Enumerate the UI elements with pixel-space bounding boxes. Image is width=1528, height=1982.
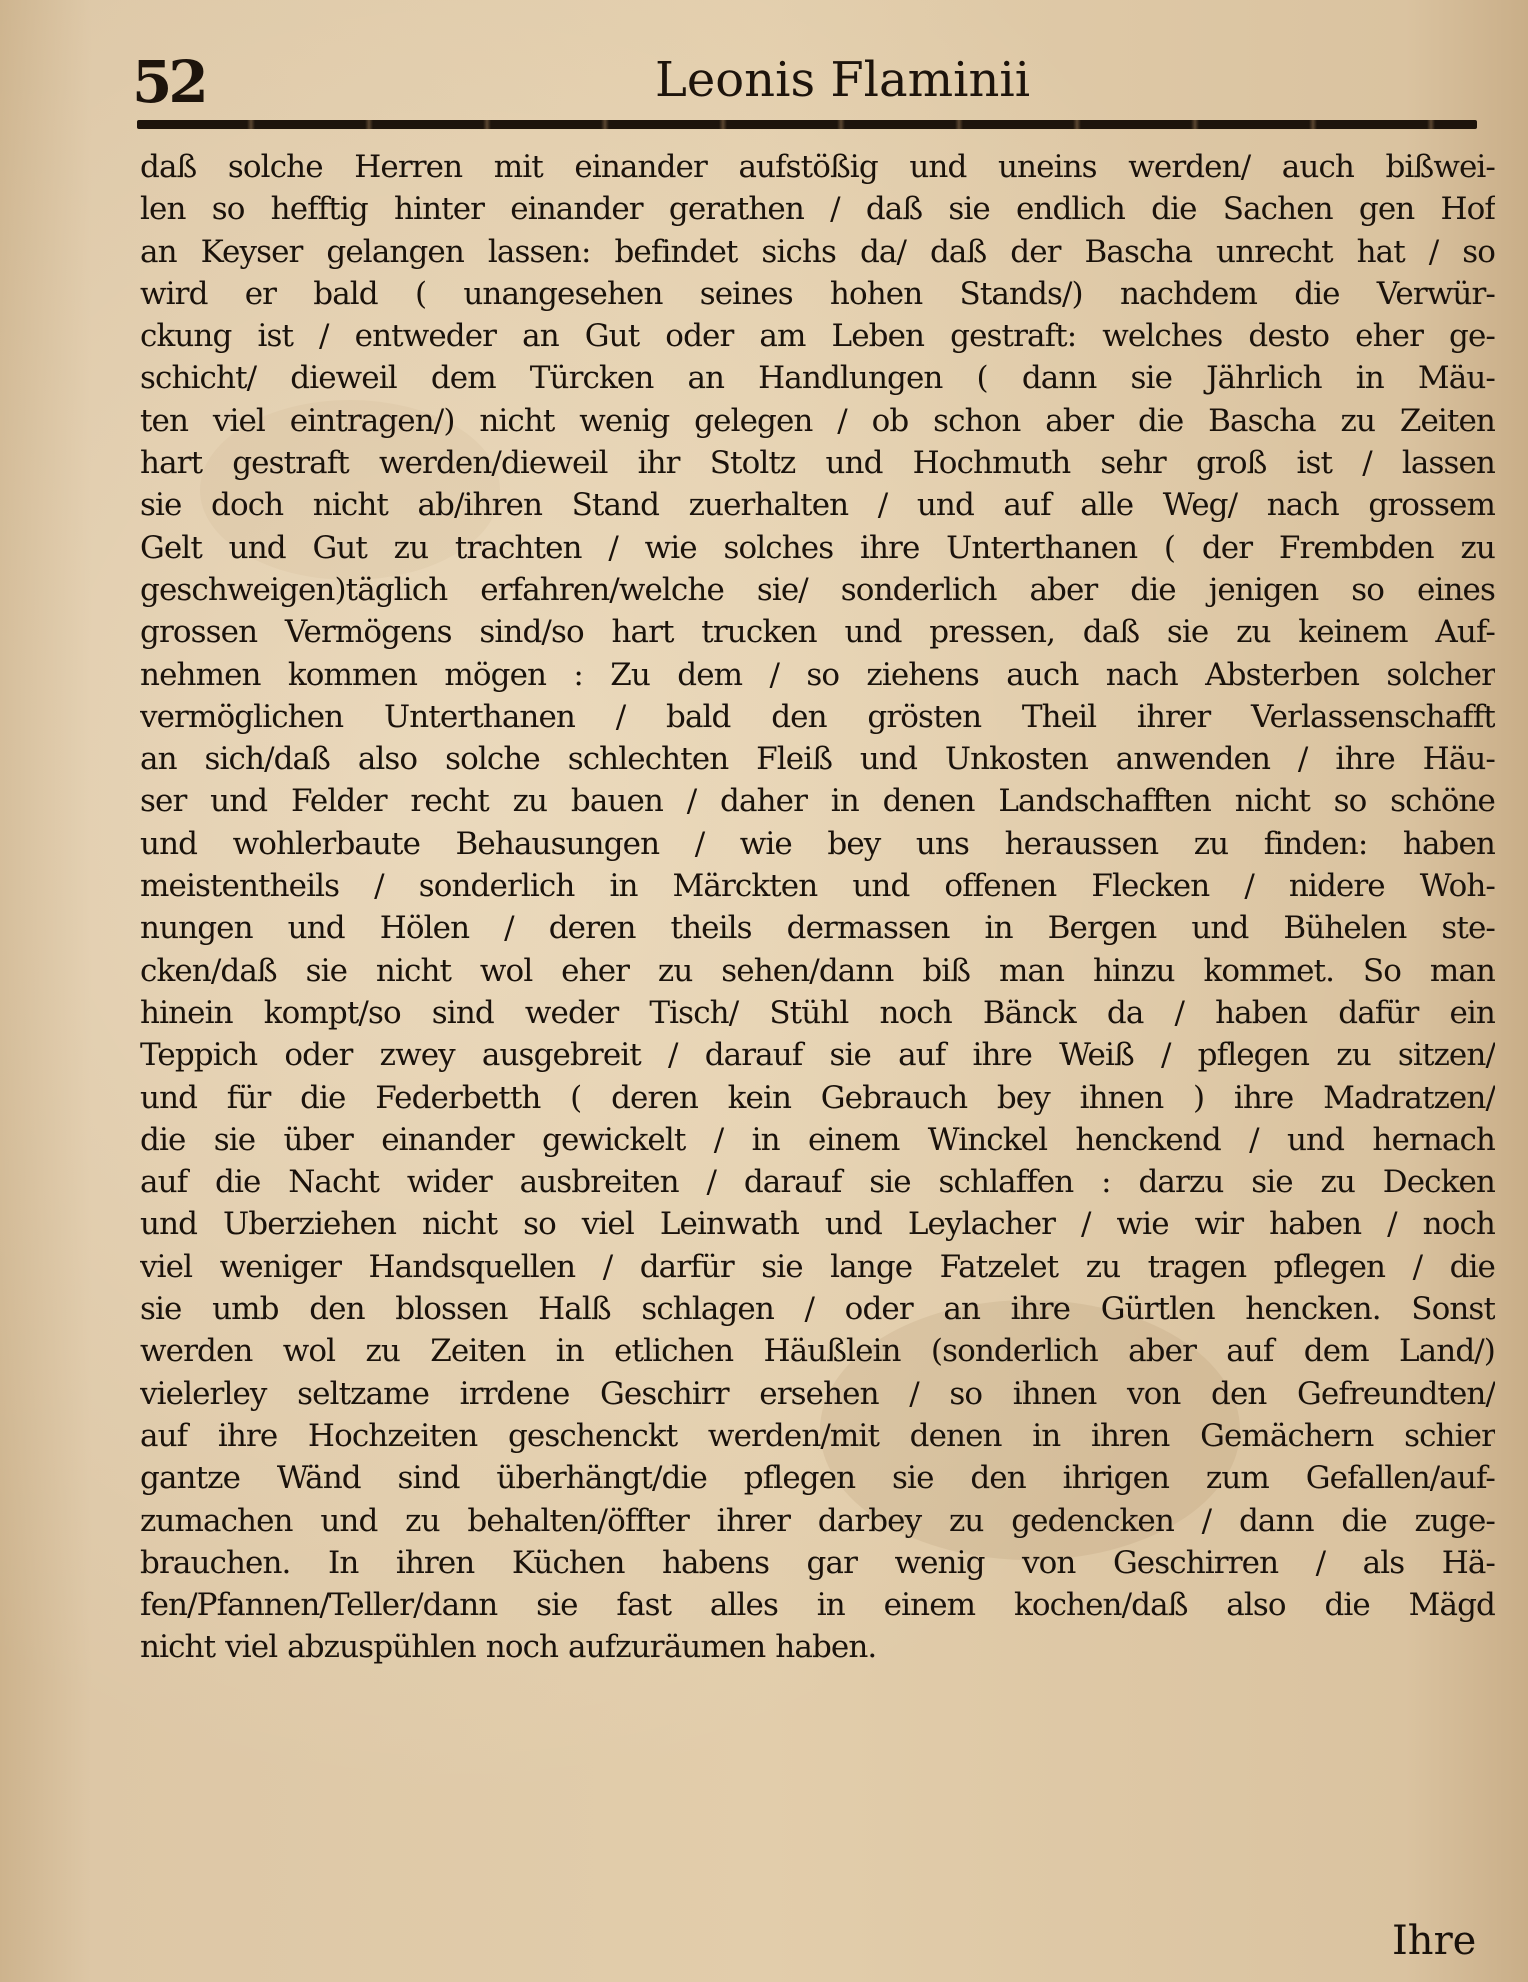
text-line: werden wol zu Zeiten in etlichen Häußlein (sonderlich aber auf dem Land/): [140, 1333, 1495, 1370]
running-title: Leonis Flaminii: [655, 52, 1031, 108]
text-line: und Uberziehen nicht so viel Leinwath und Leylacher / wie wir haben / noch: [140, 1206, 1495, 1243]
body-text: [140, 146, 1495, 1886]
text-line: gantze Wänd sind überhängt/die pflegen sie den ihrigen zum Gefallen/auf-: [140, 1460, 1495, 1497]
text-line: auf die Nacht wider ausbreiten / darauf sie schlaffen : darzu sie zu Decken: [140, 1164, 1495, 1201]
text-line: und für die Federbetth ( deren kein Gebrauch bey ihnen ) ihre Madratzen/: [140, 1079, 1495, 1116]
page-number: 52: [132, 48, 205, 116]
text-line: nungen und Hölen / deren theils dermassen in Bergen und Bühelen ste-: [140, 910, 1495, 947]
text-line: vermöglichen Unterthanen / bald den grösten Theil ihrer Verlassenschafft: [140, 698, 1495, 735]
text-line: ser und Felder recht zu bauen / daher in denen Landschafften nicht so schöne: [140, 783, 1495, 820]
text-line: viel weniger Handsquellen / darfür sie lange Fatzelet zu tragen pflegen / die: [140, 1248, 1495, 1285]
catchword: Ihre: [1392, 1918, 1477, 1964]
text-line: hinein kompt/so sind weder Tisch/ Stühl noch Bänck da / haben dafür ein: [140, 994, 1495, 1031]
text-line: Gelt und Gut zu trachten / wie solches ihre Unterthanen ( der Frembden zu: [140, 529, 1495, 566]
text-line: nicht viel abzuspühlen noch aufzuräumen haben.: [140, 1629, 877, 1666]
text-line: wird er bald ( unangesehen seines hohen Stands/) nachdem die Verwür-: [140, 275, 1495, 312]
text-line: an sich/daß also solche schlechten Fleiß und Unkosten anwenden / ihre Häu-: [140, 741, 1495, 778]
header-rule: [137, 120, 1477, 129]
text-line: ten viel eintragen/) nicht wenig gelegen / ob schon aber die Bascha zu Zeiten: [140, 402, 1495, 439]
text-line: daß solche Herren mit einander aufstößig und uneins werden/ auch bißwei-: [140, 149, 1495, 185]
text-line: Teppich oder zwey ausgebreit / darauf sie auf ihre Weiß / pflegen zu sitzen/: [140, 1037, 1495, 1074]
text-line: die sie über einander gewickelt / in einem Winckel henckend / und hernach: [140, 1121, 1495, 1158]
text-line: zumachen und zu behalten/öffter ihrer darbey zu gedencken / dann die zuge-: [140, 1502, 1495, 1539]
text-line: und wohlerbaute Behausungen / wie bey uns heraussen zu finden: haben: [140, 825, 1495, 862]
text-line: meistentheils / sonderlich in Märckten und offenen Flecken / nidere Woh-: [140, 868, 1495, 905]
text-line: fen/Pfannen/Teller/dann sie fast alles in einem kochen/daß also die Mägd: [140, 1587, 1495, 1624]
text-line: brauchen. In ihren Küchen habens gar wenig von Geschirren / als Hä-: [140, 1544, 1495, 1581]
text-line: an Keyser gelangen lassen: befindet sichs da/ daß der Bascha unrecht hat / so: [140, 233, 1495, 270]
text-line: hart gestraft werden/dieweil ihr Stoltz und Hochmuth sehr groß ist / lassen: [140, 445, 1495, 482]
text-line: vielerley seltzame irrdene Geschirr ersehen / so ihnen von den Gefreundten/: [140, 1375, 1495, 1412]
text-line: schicht/ dieweil dem Türcken an Handlungen ( dann sie Jährlich in Mäu-: [140, 360, 1495, 397]
text-line: len so hefftig hinter einander gerathen / daß sie endlich die Sachen gen Hof: [140, 191, 1495, 228]
text-line: grossen Vermögens sind/so hart trucken und pressen, daß sie zu keinem Auf-: [140, 614, 1495, 651]
text-line: cken/daß sie nicht wol eher zu sehen/dann biß man hinzu kommet. So man: [140, 952, 1495, 989]
running-head: [0, 40, 1528, 130]
text-line: sie umb den blossen Halß schlagen / oder an ihre Gürtlen hencken. Sonst: [140, 1291, 1495, 1328]
text-line: geschweigen)täglich erfahren/welche sie/ sonderlich aber die jenigen so eines: [140, 571, 1495, 608]
text-line: sie doch nicht ab/ihren Stand zuerhalten / und auf alle Weg/ nach grossem: [140, 487, 1495, 524]
text-line: auf ihre Hochzeiten geschenckt werden/mit denen in ihren Gemächern schier: [140, 1417, 1495, 1454]
text-line: nehmen kommen mögen : Zu dem / so ziehens auch nach Absterben solcher: [140, 656, 1495, 693]
text-line: ckung ist / entweder an Gut oder am Leben gestraft: welches desto eher ge-: [140, 318, 1495, 355]
